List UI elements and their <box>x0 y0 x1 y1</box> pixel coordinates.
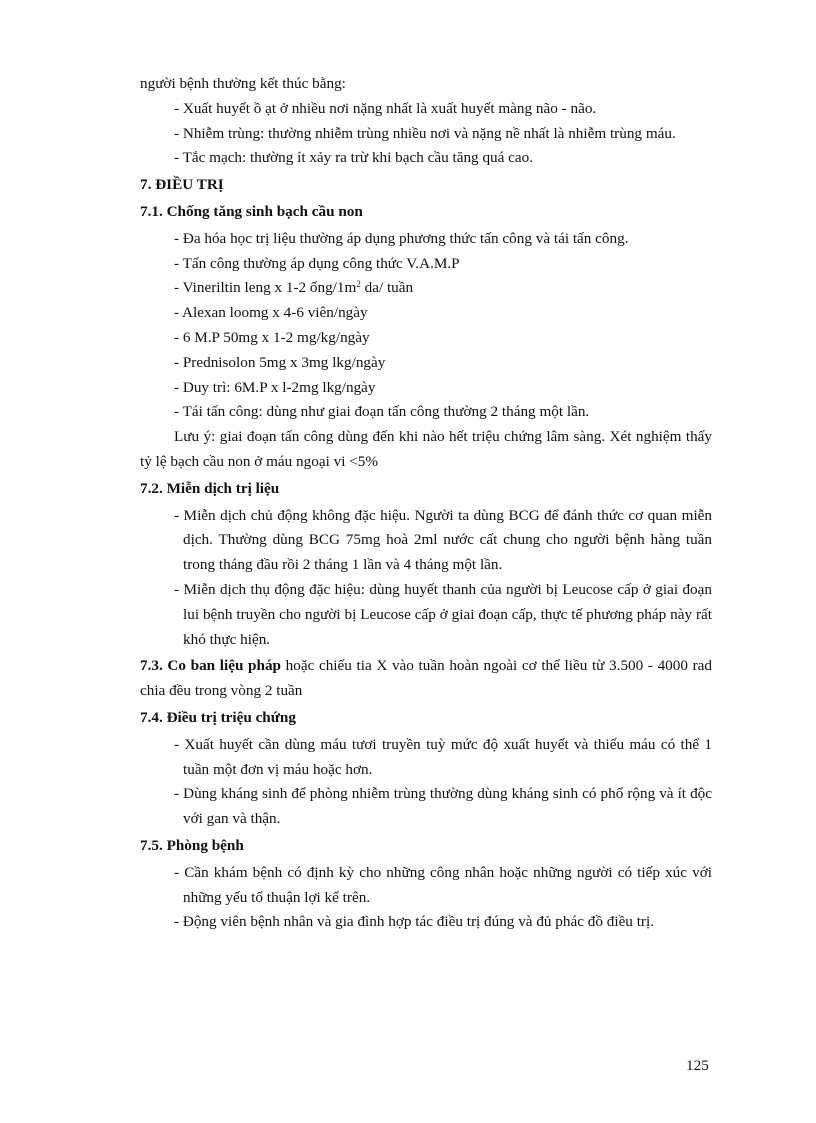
treatment-item: - Tấn công thường áp dụng công thức V.A.M.P <box>174 254 460 272</box>
treatment-item: - Duy trì: 6M.P x l-2mg lkg/ngày <box>174 378 376 396</box>
vineriltin-text-end: da/ tuần <box>360 279 414 297</box>
vineriltin-text: - Vineriltin leng x 1-2 ống/1m <box>174 279 357 297</box>
symptom-item: - Dùng kháng sinh để phòng nhiễm trùng thường dùng kháng sinh có phổ rộng và ít độc với gan và thận. <box>174 785 712 828</box>
treatment-item-vineriltin <box>174 276 712 301</box>
immunotherapy-item: - Miễn dịch thụ động đặc hiệu: dùng huyết thanh của người bị Leucose cấp ở giai đoạn lui bệnh truyền cho người bị Leucose cấp ở giai đoạn cấp, thực tế phương pháp này rất khó thực hiện. <box>174 580 712 648</box>
page-content <box>140 72 712 935</box>
section-7-3-heading: 7.3. Co ban liệu pháp <box>140 657 281 675</box>
prevention-item: - Cần khám bệnh có định kỳ cho những công nhân hoặc những người có tiếp xúc với những yếu tố thuận lợi kể trên. <box>174 863 712 906</box>
section-7-1-heading: 7.1. Chống tăng sinh bạch cầu non <box>140 202 363 220</box>
page-number: 125 <box>686 1057 709 1074</box>
treatment-item: - Đa hóa học trị liệu thường áp dụng phương thức tấn công và tái tấn công. <box>174 229 629 247</box>
section-7-heading: 7. ĐIỀU TRỊ <box>140 176 224 194</box>
treatment-item: - Alexan loomg x 4-6 viên/ngày <box>174 304 368 322</box>
note-paragraph: Lưu ý: giai đoạn tấn công dùng đến khi nào hết triệu chứng lâm sàng. Xét nghiệm thấy tỷ lệ bạch cầu non ở máu ngoại vi <5% <box>140 428 712 470</box>
superscript: 2 <box>356 279 361 290</box>
prevention-item: - Động viên bệnh nhân và gia đình hợp tác điều trị đúng và đủ phác đồ điều trị. <box>174 913 654 931</box>
section-7-3-text: hoặc chiếu tia X vào tuần hoàn ngoài cơ thể liều từ 3.500 - 4000 rad chia đều trong vòng 2 tuần <box>140 657 712 700</box>
treatment-item: - Prednisolon 5mg x 3mg lkg/ngày <box>174 353 386 371</box>
complication-item: - Nhiễm trùng: thường nhiễm trùng nhiều nơi và nặng nề nhất là nhiễm trùng máu. <box>174 124 676 142</box>
symptom-item: - Xuất huyết cần dùng máu tươi truyền tuỳ mức độ xuất huyết và thiếu máu có thể 1 tuần một đơn vị máu hoặc hơn. <box>174 735 712 778</box>
complication-item: - Xuất huyết ồ ạt ở nhiều nơi nặng nhất là xuất huyết màng não - não. <box>174 99 597 117</box>
section-7-5-heading: 7.5. Phòng bệnh <box>140 836 244 854</box>
section-7-2-heading: 7.2. Miễn dịch trị liệu <box>140 479 280 497</box>
complication-item: - Tắc mạch: thường ít xảy ra trừ khi bạch cầu tăng quá cao. <box>174 149 534 167</box>
section-7-3-paragraph <box>140 654 712 704</box>
treatment-item: - Tái tấn công: dùng như giai đoạn tấn công thường 2 tháng một lần. <box>174 403 590 421</box>
section-7-4-heading: 7.4. Điều trị triệu chứng <box>140 708 296 726</box>
immunotherapy-item: - Miễn dịch chủ động không đặc hiệu. Người ta dùng BCG để đánh thức cơ quan miễn dịch. Thường dùng BCG 75mg hoà 2ml nước cất chung cho người bệnh hàng tuần trong tháng đầu rồi 2 tháng 1 lần và 4 tháng một lần. <box>174 506 712 574</box>
intro-text: người bệnh thường kết thúc bằng: <box>140 75 346 92</box>
treatment-item: - 6 M.P 50mg x 1-2 mg/kg/ngày <box>174 328 370 346</box>
